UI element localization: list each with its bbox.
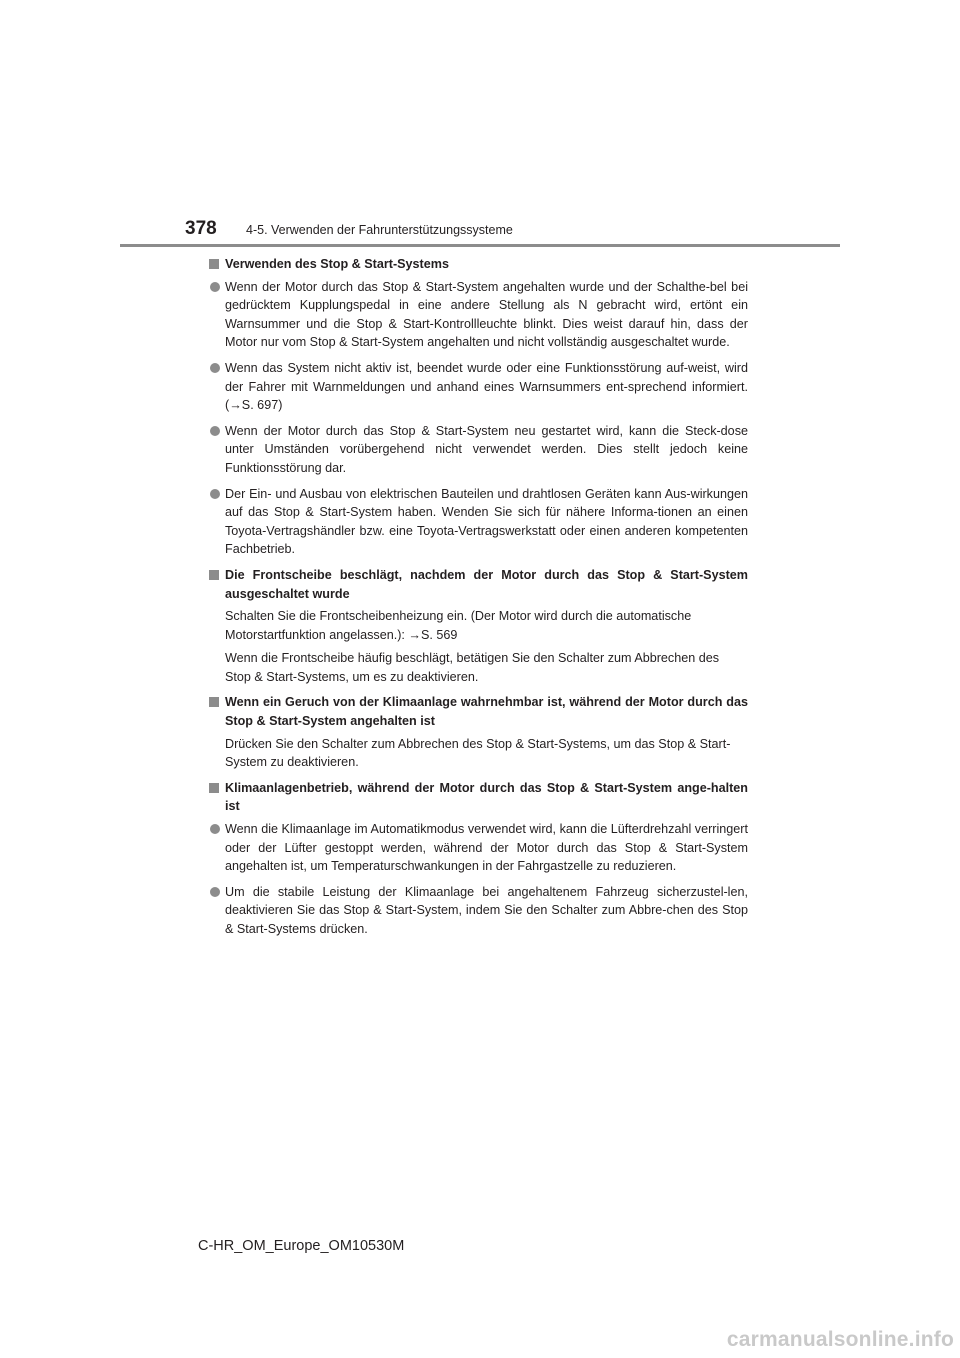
footer-doc-id: C-HR_OM_Europe_OM10530M xyxy=(198,1238,405,1254)
section-windshield-fogging xyxy=(208,566,748,687)
round-bullet-icon xyxy=(210,824,220,834)
square-bullet-icon xyxy=(209,259,219,269)
paragraph-body: Schalten Sie die Frontscheibenheizung ein. (Der Motor wird durch die automatische Motorstartfunktion angelassen.): xyxy=(225,609,692,642)
round-bullet-icon xyxy=(210,887,220,897)
section-heading: Klimaanlagenbetrieb, während der Motor durch das Stop & Start-System ange-halten ist xyxy=(225,780,748,814)
list-item-text: Wenn der Motor durch das Stop & Start-System angehalten wurde und der Schalthe-bel bei gedrücktem Kupplungspedal in eine andere Stellung als N gebracht wird, ertönt ein Warnsummer und die Stop & Start-Kontrollleuchte blinkt. Dies weist darauf hin, dass der Motor nur vom Stop & Start-System angehalten und nicht vollständig ausgeschaltet wurde. xyxy=(225,279,748,350)
round-bullet-icon xyxy=(210,363,220,373)
page-reference-link[interactable]: →S. 569 xyxy=(408,627,458,642)
list-item-text: Wenn der Motor durch das Stop & Start-System neu gestartet wird, kann die Steck-dose unter Umständen vorübergehend nicht verwendet werden. Dies stellt jedoch keine Funktionsstörung dar. xyxy=(225,423,748,475)
paragraph: Drücken Sie den Schalter zum Abbrechen des Stop & Start-Systems, um das Stop & Start-System zu deaktivieren. xyxy=(225,736,731,770)
list-item-text xyxy=(225,359,748,415)
square-bullet-icon xyxy=(209,783,219,793)
list-item-text: Wenn die Klimaanlage im Automatikmodus verwendet wird, kann die Lüfterdrehzahl verringert oder der Lüfter gestoppt werden, während der Motor durch das Stop & Start-System angehalten ist, um Temperaturschwankungen in der Fahrgastzelle zu reduzieren. xyxy=(225,822,748,874)
list-item xyxy=(225,359,748,415)
section-heading: Verwenden des Stop & Start-Systems xyxy=(225,257,449,271)
section-ac-operation xyxy=(208,779,748,939)
list-item-text: Um die stabile Leistung der Klimaanlage bei angehaltenem Fahrzeug sicherzustel-len, deaktivieren Sie das Stop & Start-System, indem Sie den Schalter zum Abbre-chen des Stop & Start-Systems drücken. xyxy=(225,884,748,936)
square-bullet-icon xyxy=(209,570,219,580)
square-bullet-icon xyxy=(209,697,219,707)
chapter-title: 4-5. Verwenden der Fahrunterstützungssysteme xyxy=(246,223,513,237)
paragraph: Wenn die Frontscheibe häufig beschlägt, betätigen Sie den Schalter zum Abbrechen des Stop & Start-Systems, um es zu deaktivieren. xyxy=(225,651,720,684)
round-bullet-icon xyxy=(210,282,220,292)
list-item xyxy=(225,422,748,478)
round-bullet-icon xyxy=(210,489,220,499)
list-item-body: Wenn das System nicht aktiv ist, beendet wurde oder eine Funktionsstörung auf-weist, wird der Fahrer mit Warnmeldungen und anhand eines Warnsummers ent-sprechend informiert. xyxy=(225,360,748,394)
page-reference-link[interactable]: (→S. 697) xyxy=(225,398,283,413)
list-item xyxy=(225,278,748,352)
watermark: carmanualsonline.info xyxy=(726,1328,954,1351)
round-bullet-icon xyxy=(210,426,220,436)
section-stop-start-usage xyxy=(208,255,748,559)
page-number: 378 xyxy=(185,218,217,239)
header-rule xyxy=(120,244,840,247)
list-item xyxy=(225,485,748,559)
list-item xyxy=(225,883,748,939)
section-ac-odor xyxy=(208,693,748,771)
paragraph xyxy=(225,607,748,644)
section-heading: Wenn ein Geruch von der Klimaanlage wahrnehmbar ist, während der Motor durch das Stop & Start-System angehalten ist xyxy=(225,695,748,729)
list-item xyxy=(225,820,748,876)
list-item-text: Der Ein- und Ausbau von elektrischen Bauteilen und drahtlosen Geräten kann Aus-wirkungen auf das Stop & Start-System haben. Wenden Sie sich für nähere Informa-tionen an einen Toyota-Vertragshändler bzw. eine Toyota-Vertragswerkstatt oder einen anderen kompetenten Fachbetrieb. xyxy=(225,486,748,557)
content xyxy=(208,255,748,946)
section-heading: Die Frontscheibe beschlägt, nachdem der Motor durch das Stop & Start-System ausgeschaltet wurde xyxy=(225,567,748,601)
